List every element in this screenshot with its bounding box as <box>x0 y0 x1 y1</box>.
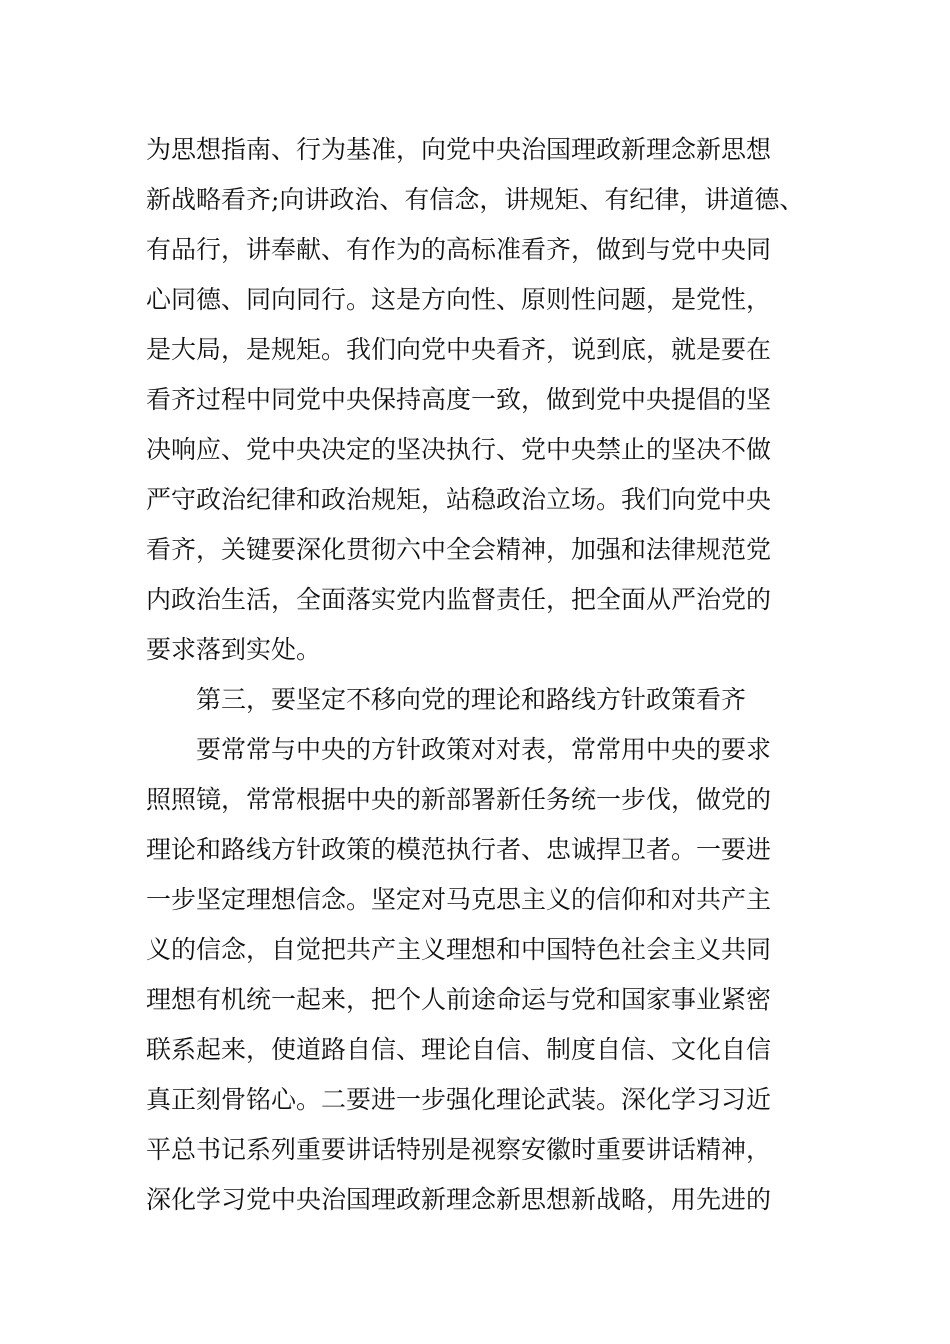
text-line: 严守政治纪律和政治规矩，站稳政治立场。我们向党中央 <box>146 485 772 514</box>
text-line: 理想有机统一起来，把个人前途命运与党和国家事业紧密 <box>146 985 772 1014</box>
text-line: 有品行，讲奉献、有作为的高标准看齐，做到与党中央同 <box>146 235 772 264</box>
text-line: 真正刻骨铭心。二要进一步强化理论武装。深化学习习近 <box>146 1085 772 1114</box>
text-line: 是大局，是规矩。我们向党中央看齐，说到底，就是要在 <box>146 335 772 364</box>
text-line: 深化学习党中央治国理政新理念新思想新战略，用先进的 <box>146 1185 772 1214</box>
text-line: 要求落到实处。 <box>146 635 322 664</box>
text-line: 看齐过程中同党中央保持高度一致，做到党中央提倡的坚 <box>146 385 772 414</box>
text-line: 内政治生活，全面落实党内监督责任，把全面从严治党的 <box>146 585 772 614</box>
text-line: 为思想指南、行为基准，向党中央治国理政新理念新思想 <box>146 135 772 164</box>
text-line: 心同德、同向同行。这是方向性、原则性问题，是党性， <box>146 285 772 314</box>
text-line: 义的信念，自觉把共产主义理想和中国特色社会主义共同 <box>146 935 772 964</box>
text-line: 照照镜，常常根据中央的新部署新任务统一步伐，做党的 <box>146 785 772 814</box>
text-line: 联系起来，使道路自信、理论自信、制度自信、文化自信 <box>146 1035 772 1064</box>
text-line: 新战略看齐;向讲政治、有信念，讲规矩、有纪律，讲道德、 <box>146 185 805 214</box>
text-line: 决响应、党中央决定的坚决执行、党中央禁止的坚决不做 <box>146 435 772 464</box>
text-line: 看齐，关键要深化贯彻六中全会精神，加强和法律规范党 <box>146 535 772 564</box>
text-line: 一步坚定理想信念。坚定对马克思主义的信仰和对共产主 <box>146 885 772 914</box>
text-line: 要常常与中央的方针政策对对表，常常用中央的要求 <box>196 735 772 764</box>
text-line: 平总书记系列重要讲话特别是视察安徽时重要讲话精神， <box>146 1135 772 1164</box>
text-line: 理论和路线方针政策的模范执行者、忠诚捍卫者。一要进 <box>146 835 772 864</box>
section-heading: 第三，要坚定不移向党的理论和路线方针政策看齐 <box>196 685 747 714</box>
